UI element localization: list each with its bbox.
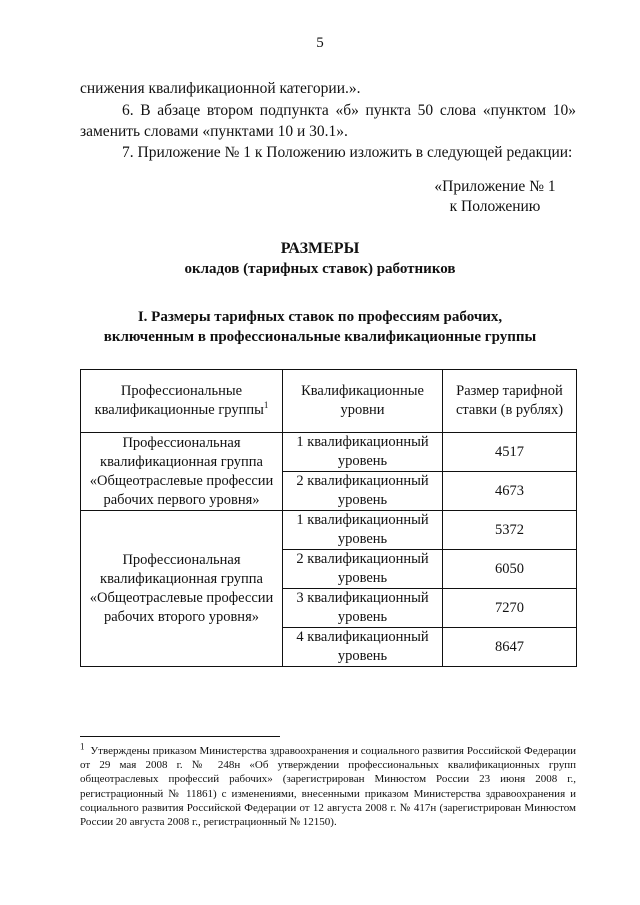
- table-header-row: [81, 370, 577, 433]
- paragraph-7: 7. Приложение № 1 к Положению изложить в следующей редакции:: [122, 144, 573, 161]
- level-cell: 4 квалификационный уровень: [283, 628, 443, 667]
- section-heading-line-2: включенным в профессиональные квалификационные группы: [103, 329, 537, 345]
- header-tariff-rate: Размер тарифной ставки (в рублях): [443, 370, 577, 433]
- paragraph-continuation: снижения квалификационной категории.».: [80, 80, 361, 97]
- footnote-text: Утверждены приказом Министерства здравоохранения и социального развития Российской Федерации от 29 мая 2008 г. № 248н «Об утверждении профессиональных квалификационных групп общеотраслевых профессий рабочих» (зарегистрирован Минюстом России 23 июня 2008 г., регистрационный № 11861) с изменениями, внесенными приказом Министерства здравоохранения и социального развития Российской Федерации от 12 августа 2008 г. № 417н (зарегистрирован Минюстом России 20 августа 2008 г., регистрационный № 12150).: [80, 745, 576, 829]
- level-cell: 1 квалификационный уровень: [283, 433, 443, 472]
- footnote-marker: 1: [80, 741, 85, 752]
- footnote-separator: [80, 736, 280, 737]
- document-subtitle: окладов (тарифных ставок) работников: [184, 261, 456, 277]
- level-cell: 2 квалификационный уровень: [283, 550, 443, 589]
- header-qualification-levels: Квалификационные уровни: [283, 370, 443, 433]
- table-row: [81, 433, 577, 472]
- paragraph-6-line-1: 6. В абзаце втором подпункта «б» пункта 50 слова «пунктом 10»: [122, 102, 576, 119]
- page-number: 5: [316, 35, 324, 51]
- rate-cell: 4517: [443, 433, 577, 472]
- table-row: [81, 511, 577, 550]
- rate-cell: 8647: [443, 628, 577, 667]
- section-heading-line-1: I. Размеры тарифных ставок по профессиям рабочих,: [137, 309, 503, 325]
- footnote: [80, 741, 576, 829]
- appendix-reference-line-2: к Положению: [449, 198, 541, 215]
- document-title: РАЗМЕРЫ: [280, 240, 360, 257]
- footnote-ref-marker: 1: [263, 400, 269, 411]
- header-qualification-groups-label: Профессиональные квалификационные группы: [94, 383, 264, 418]
- tariff-rates-table: [80, 369, 577, 667]
- header-qualification-groups: [81, 370, 283, 433]
- level-cell: 3 квалификационный уровень: [283, 589, 443, 628]
- group-name-cell: Профессиональная квалификационная группа «Общеотраслевые профессии рабочих первого уровня»: [81, 433, 283, 511]
- rate-cell: 4673: [443, 472, 577, 511]
- rate-cell: 7270: [443, 589, 577, 628]
- appendix-reference-line-1: «Приложение № 1: [434, 178, 556, 195]
- rate-cell: 5372: [443, 511, 577, 550]
- paragraph-6-line-2: заменить словами «пунктами 10 и 30.1».: [80, 123, 348, 140]
- level-cell: 2 квалификационный уровень: [283, 472, 443, 511]
- level-cell: 1 квалификационный уровень: [283, 511, 443, 550]
- rate-cell: 6050: [443, 550, 577, 589]
- group-name-cell: Профессиональная квалификационная группа «Общеотраслевые профессии рабочих второго уровня»: [81, 511, 283, 667]
